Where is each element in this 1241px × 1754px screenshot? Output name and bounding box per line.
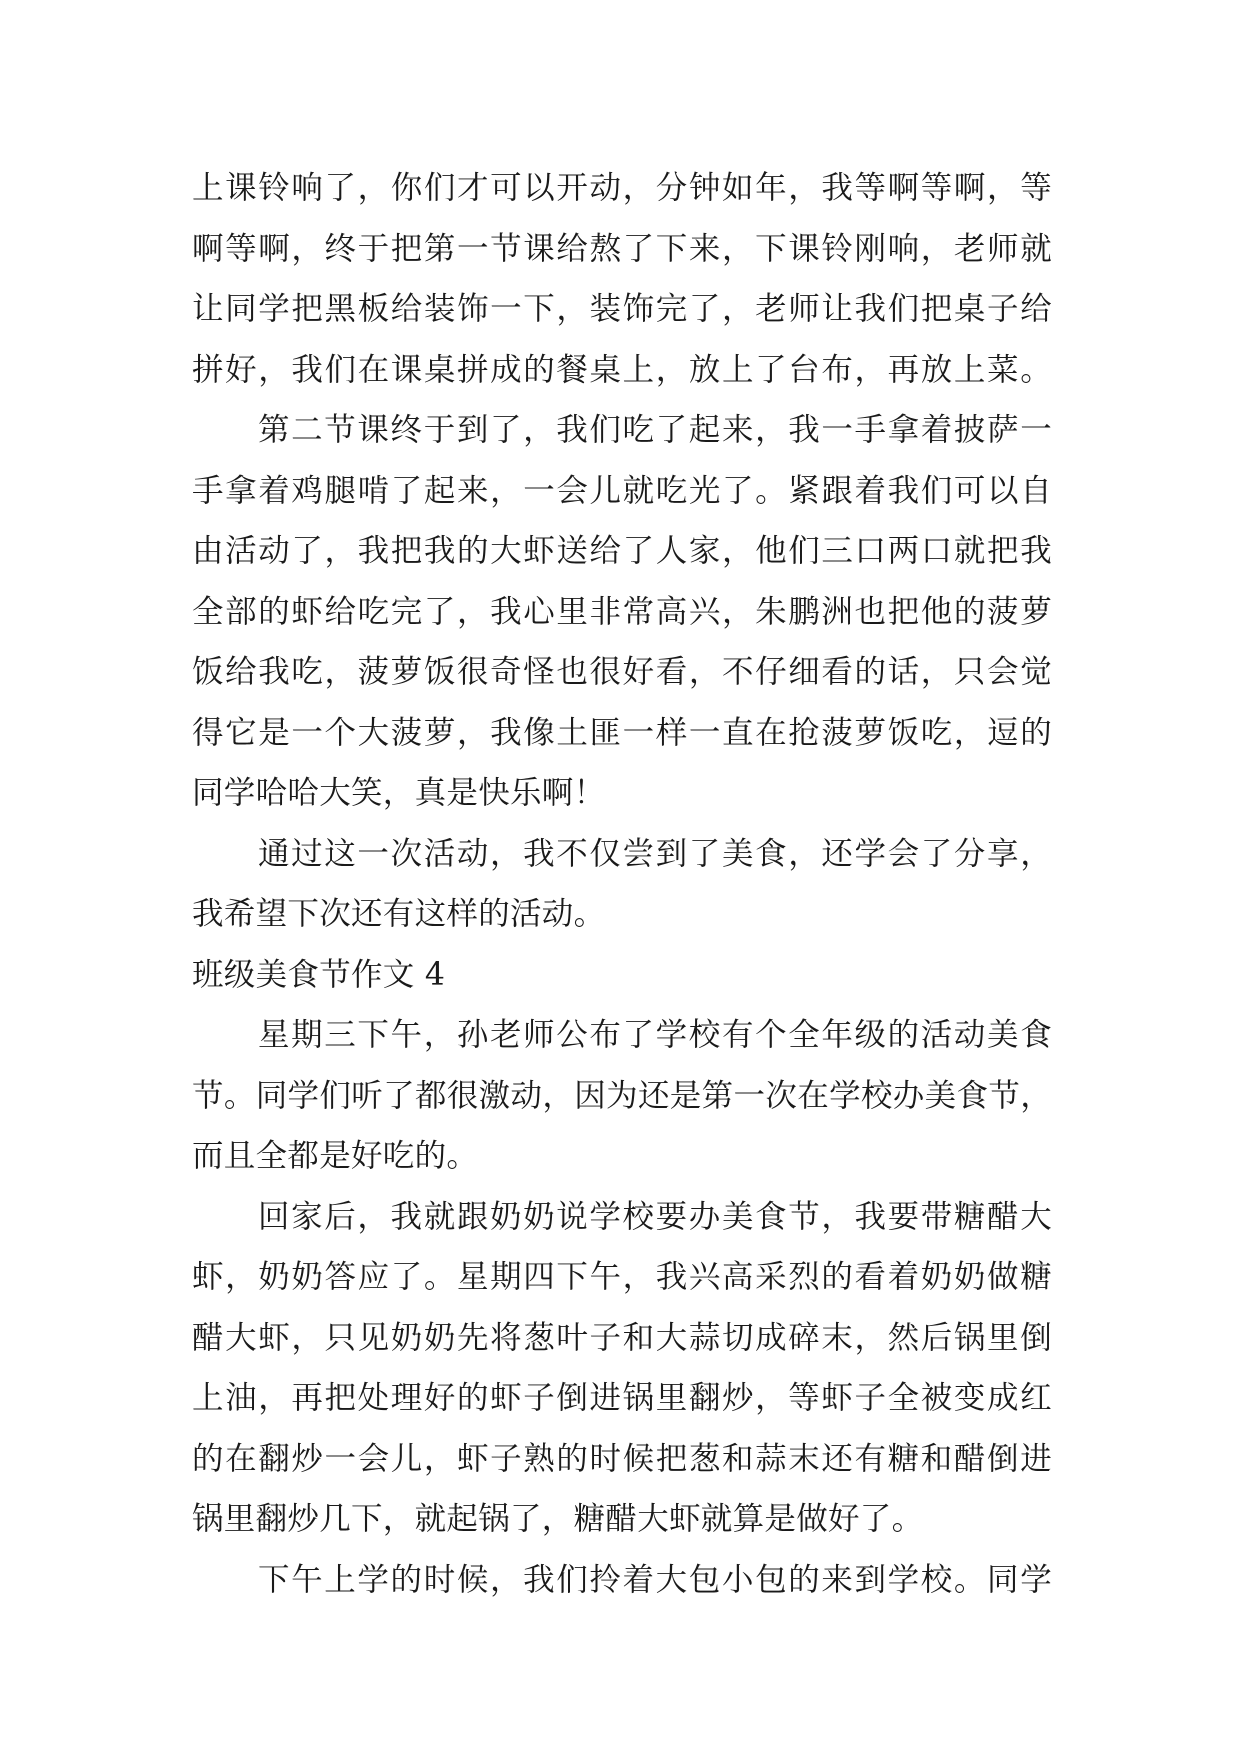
text-line: 由活动了，我把我的大虾送给了人家，他们三口两口就把我 xyxy=(192,533,1052,569)
text-line: 饭给我吃，菠萝饭很奇怪也很好看，不仔细看的话，只会觉 xyxy=(192,654,1052,690)
text-line: 星期三下午，孙老师公布了学校有个全年级的活动美食 xyxy=(258,1017,1052,1053)
text-line: 让同学把黑板给装饰一下，装饰完了，老师让我们把桌子给 xyxy=(192,291,1052,327)
paragraph-1 xyxy=(192,158,1052,400)
document-page xyxy=(192,158,1052,1610)
paragraph-2 xyxy=(192,400,1052,824)
paragraph-5 xyxy=(192,1187,1052,1550)
text-line: 手拿着鸡腿啃了起来，一会儿就吃光了。紧跟着我们可以自 xyxy=(192,472,1052,509)
text-line: 虾，奶奶答应了。星期四下午，我兴高采烈的看着奶奶做糖 xyxy=(192,1259,1052,1295)
text-line: 而且全都是好吃的。 xyxy=(192,1138,479,1174)
text-line: 下午上学的时候，我们拎着大包小包的来到学校。同学 xyxy=(258,1561,1052,1598)
text-line: 上油，再把处理好的虾子倒进锅里翻炒，等虾子全被变成红 xyxy=(192,1380,1052,1416)
paragraph-6 xyxy=(192,1550,1052,1611)
paragraph-3 xyxy=(192,824,1052,945)
text-line: 得它是一个大菠萝，我像土匪一样一直在抢菠萝饭吃，逗的 xyxy=(192,714,1052,751)
text-line: 第二节课终于到了，我们吃了起来，我一手拿着披萨一 xyxy=(258,412,1052,448)
text-line: 我希望下次还有这样的活动。 xyxy=(192,896,606,932)
text-line: 节。同学们听了都很激动，因为还是第一次在学校办美食节， xyxy=(192,1077,1052,1114)
section-heading: 班级美食节作文 4 xyxy=(192,956,446,993)
text-line: 同学哈哈大笑，真是快乐啊！ xyxy=(192,775,606,811)
text-line: 的在翻炒一会儿，虾子熟的时候把葱和蒜末还有糖和醋倒进 xyxy=(192,1440,1052,1477)
text-line: 全部的虾给吃完了，我心里非常高兴，朱鹏洲也把他的菠萝 xyxy=(192,593,1052,630)
text-line: 通过这一次活动，我不仅尝到了美食，还学会了分享， xyxy=(258,835,1052,872)
text-line: 拼好，我们在课桌拼成的餐桌上，放上了台布，再放上菜。 xyxy=(192,351,1052,388)
text-line: 啊等啊，终于把第一节课给熬了下来，下课铃刚响，老师就 xyxy=(192,230,1052,267)
text-line: 回家后，我就跟奶奶说学校要办美食节，我要带糖醋大 xyxy=(258,1198,1052,1235)
text-line: 上课铃响了，你们才可以开动，分钟如年，我等啊等啊，等 xyxy=(192,170,1052,206)
text-line: 醋大虾，只见奶奶先将葱叶子和大蒜切成碎末，然后锅里倒 xyxy=(192,1319,1052,1356)
paragraph-4 xyxy=(192,1005,1052,1187)
text-line: 锅里翻炒几下，就起锅了，糖醋大虾就算是做好了。 xyxy=(192,1501,924,1537)
